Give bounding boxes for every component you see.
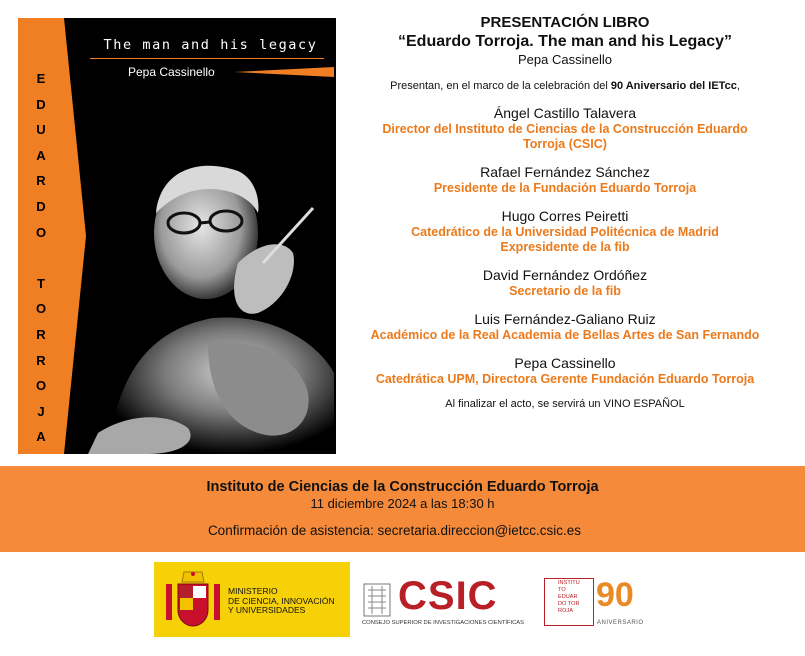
book-author: Pepa Cassinello (518, 52, 612, 67)
ministry-logo (154, 562, 350, 637)
ministry-line: DE CIENCIA, INNOVACIÓN (228, 595, 335, 606)
ministry-name (228, 587, 335, 616)
venue-name: Instituto de Ciencias de la Construcción Eduardo Torroja (206, 479, 599, 495)
presenter-role: Director del Instituto de Ciencias de la Construcción Eduardo (382, 122, 748, 136)
cover-letter: A (36, 147, 46, 163)
ietcc-line: ROJA (558, 608, 573, 614)
anniversary-90: 90 (596, 576, 634, 614)
presenter-role: Presidente de la Fundación Eduardo Torroja (433, 181, 697, 195)
presenter (345, 105, 785, 152)
ministry-line: MINISTERIO (228, 586, 278, 596)
presenter-role: Torroja (CSIC) (523, 137, 607, 151)
ietcc-line: INSTITU (558, 580, 580, 586)
book-title: “Eduardo Torroja. The man and his Legacy” (398, 33, 732, 50)
csic-emblem-icon (362, 582, 392, 618)
intro-text: Presentan, en el marco de la celebración del (390, 80, 611, 92)
presenter-name: Pepa Cassinello (514, 355, 616, 371)
cover-letter: E (36, 71, 46, 86)
presenter-role: Expresidente de la fib (500, 240, 630, 254)
cover-letter: D (36, 96, 46, 112)
cover-letter: J (37, 403, 45, 419)
cover-divider (90, 58, 324, 59)
csic-fullname: CONSEJO SUPERIOR DE INVESTIGACIONES CIENTÍFICAS (362, 620, 525, 626)
cover-letter: R (36, 326, 46, 342)
presenter (345, 311, 785, 343)
cover-author: Pepa Cassinello (128, 65, 215, 79)
presenter-name: Hugo Corres Peiretti (501, 208, 629, 224)
invitation-text (345, 14, 785, 411)
ietcc-line: EDUAR (558, 594, 578, 600)
event-datetime: 11 diciembre 2024 a las 18:30 h (310, 496, 495, 511)
event-type: PRESENTACIÓN LIBRO (480, 14, 650, 31)
portrait-photo (88, 113, 334, 454)
csic-wordmark: CSIC (398, 574, 498, 618)
presenters-list (345, 105, 785, 387)
ietcc-line: DO TOR (558, 601, 580, 607)
cover-letter: R (36, 352, 46, 368)
closing-note: Al finalizar el acto, se servirá un VINO ESPAÑOL (445, 398, 685, 410)
coat-of-arms-icon (164, 570, 222, 630)
presenter-role: Catedrático de la Universidad Politécnica de Madrid (411, 225, 719, 239)
presenter-name: Luis Fernández-Galiano Ruiz (474, 311, 656, 327)
cover-arrow-shape (64, 18, 86, 454)
cover-letter: O (35, 378, 47, 394)
intro-anniversary: 90 Aniversario del IETcc (610, 80, 737, 92)
presenter (345, 164, 785, 196)
anniversary-label: ANIVERSARIO (597, 620, 644, 626)
presenter-name: Ángel Castillo Talavera (493, 105, 637, 121)
ietcc-logo (558, 580, 580, 615)
cover-author-wedge (234, 67, 334, 77)
cover-letter: O (35, 224, 47, 240)
presenter-role: Catedrática UPM, Directora Gerente Fundación Eduardo Torroja (375, 372, 755, 386)
logos-bar (154, 562, 654, 637)
presenter (345, 355, 785, 387)
presenter-role: Secretario de la fib (509, 284, 621, 298)
presenter (345, 208, 785, 255)
ministry-line: Y UNIVERSIDADES (228, 605, 306, 615)
intro-comma: , (736, 80, 740, 92)
cover-letter: R (36, 173, 46, 189)
presenter-name: Rafael Fernández Sánchez (480, 164, 650, 180)
venue-band (0, 466, 805, 552)
rsvp-line: Confirmación de asistencia: secretaria.direccion@ietcc.csic.es (207, 523, 582, 538)
ietcc-line: TO (558, 587, 566, 593)
cover-letter: T (37, 275, 45, 291)
cover-subtitle: The man and his legacy (103, 37, 318, 53)
csic-logo (350, 562, 540, 637)
cover-letter: A (36, 429, 46, 445)
cover-letter: D (36, 198, 46, 214)
cover-letter: U (36, 122, 46, 138)
presenter-role: Académico de la Real Academia de Bellas Artes de San Fernando (370, 328, 760, 342)
intro-line (345, 79, 785, 93)
cover-vertical-name (18, 66, 64, 450)
book-cover (18, 18, 336, 454)
presenter (345, 267, 785, 299)
presenter-name: David Fernández Ordóñez (482, 267, 648, 283)
cover-letter: O (35, 301, 47, 317)
